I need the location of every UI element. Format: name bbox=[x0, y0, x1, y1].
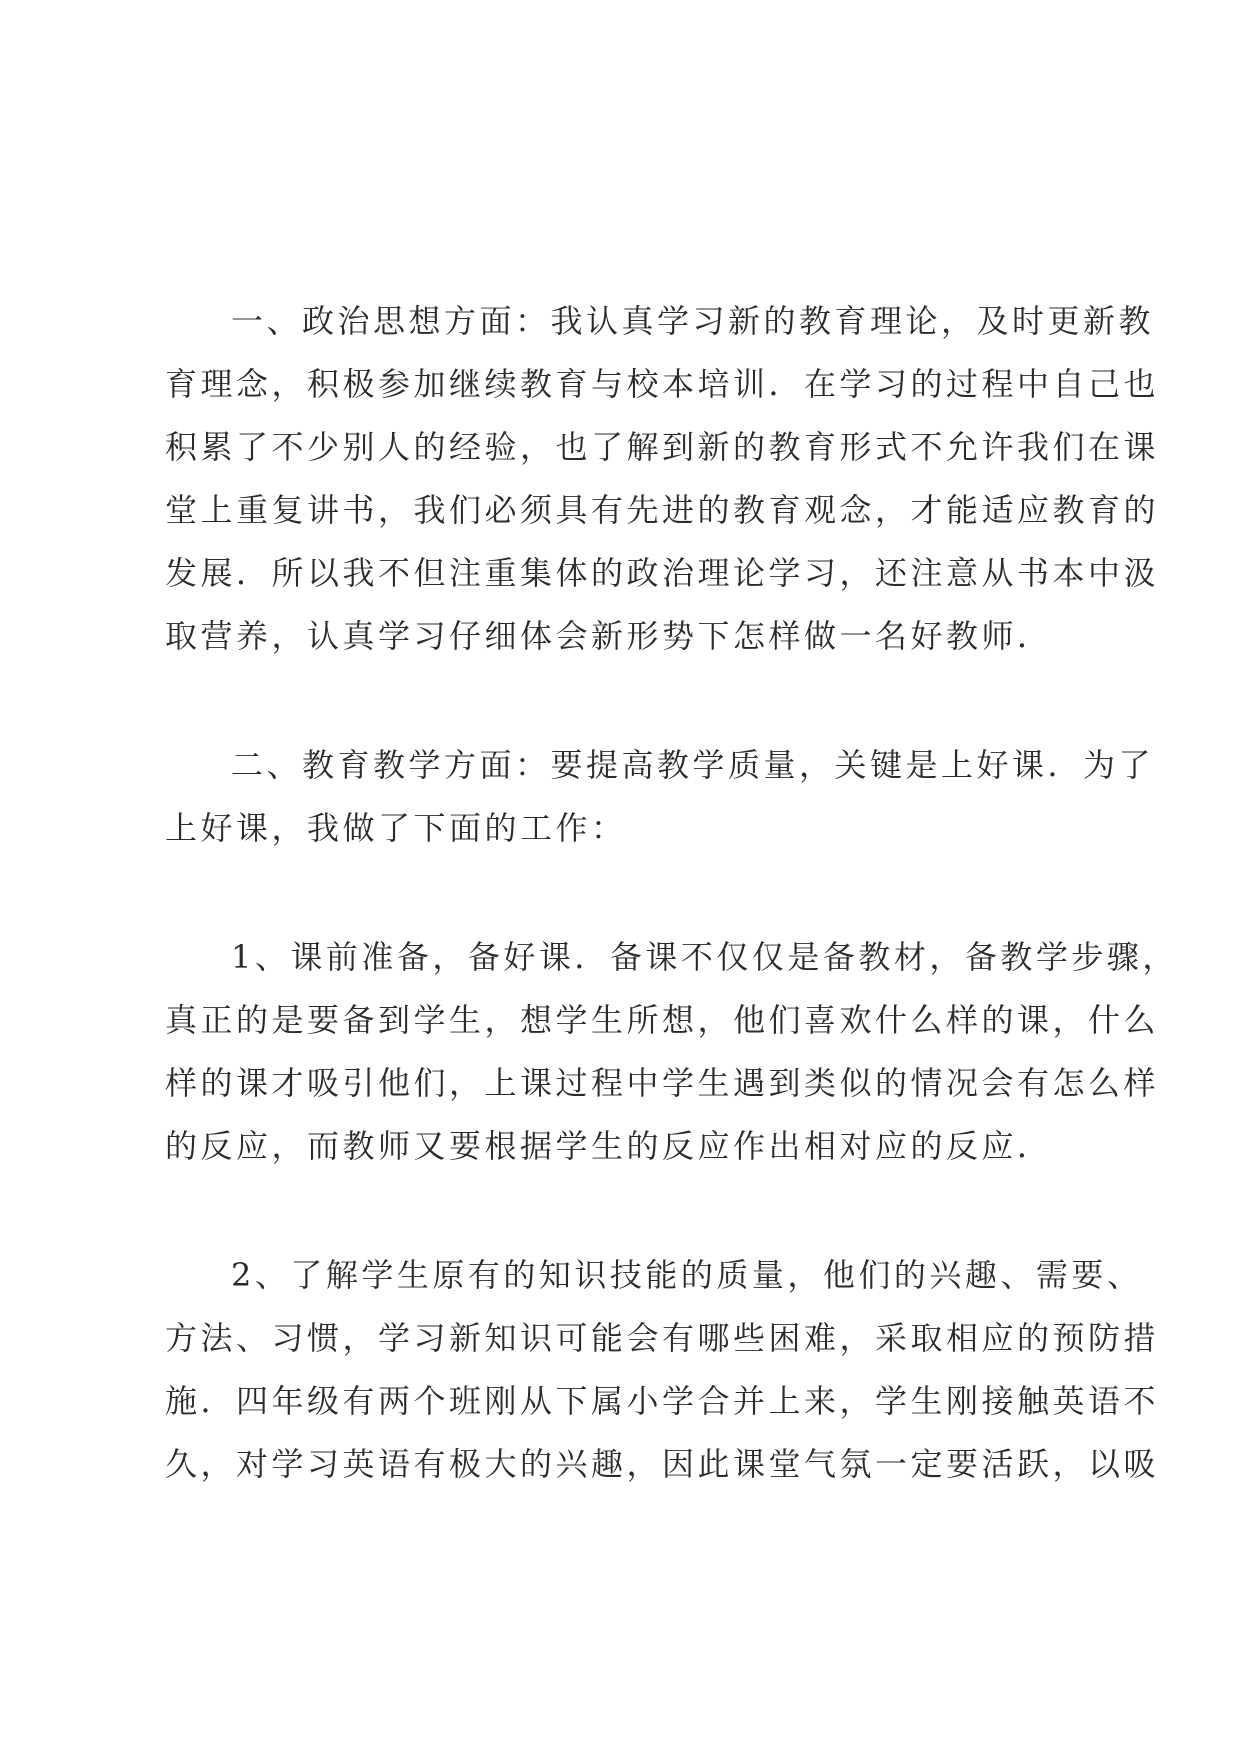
paragraph-line: 方法、习惯，学习新知识可能会有哪些困难，采取相应的预防措 bbox=[165, 1319, 1160, 1357]
paragraph-teaching bbox=[165, 734, 1155, 860]
paragraph-line: 2、了解学生原有的知识技能的质量，他们的兴趣、需要、 bbox=[231, 1256, 1143, 1294]
paragraph-political-thought bbox=[165, 290, 1160, 668]
paragraph-spacer bbox=[165, 1178, 1095, 1244]
paragraph-line: 久，对学习英语有极大的兴趣，因此课堂气氛一定要活跃，以吸 bbox=[165, 1445, 1160, 1483]
paragraph-line: 施．四年级有两个班刚从下属小学合并上来，学生刚接触英语不 bbox=[165, 1382, 1160, 1420]
paragraph-line: 取营养，认真学习仔细体会新形势下怎样做一名好教师． bbox=[165, 617, 1053, 655]
document-body bbox=[165, 290, 1178, 1496]
paragraph-line: 的反应，而教师又要根据学生的反应作出相对应的反应． bbox=[165, 1127, 1053, 1165]
paragraph-spacer bbox=[165, 860, 1095, 926]
paragraph-line: 二、教育教学方面：要提高教学质量，关键是上好课．为了 bbox=[231, 746, 1155, 784]
paragraph-line: 一、政治思想方面：我认真学习新的教育理论，及时更新教 bbox=[231, 302, 1155, 340]
paragraph-line: 真正的是要备到学生，想学生所想，他们喜欢什么样的课，什么 bbox=[165, 1001, 1160, 1039]
paragraph-line: 堂上重复讲书，我们必须具有先进的教育观念，才能适应教育的 bbox=[165, 491, 1160, 529]
paragraph-spacer bbox=[165, 668, 1095, 734]
paragraph-lesson-prep bbox=[165, 926, 1178, 1178]
paragraph-line: 上好课，我做了下面的工作： bbox=[165, 809, 627, 847]
paragraph-know-students bbox=[165, 1244, 1160, 1496]
paragraph-line: 样的课才吸引他们，上课过程中学生遇到类似的情况会有怎么样 bbox=[165, 1064, 1160, 1102]
paragraph-line: 积累了不少别人的经验，也了解到新的教育形式不允许我们在课 bbox=[165, 428, 1160, 466]
paragraph-line: 育理念，积极参加继续教育与校本培训．在学习的过程中自己也 bbox=[165, 365, 1160, 403]
paragraph-line: 发展．所以我不但注重集体的政治理论学习，还注意从书本中汲 bbox=[165, 554, 1160, 592]
paragraph-line: 1、课前准备，备好课．备课不仅仅是备教材，备教学步骤， bbox=[231, 938, 1178, 976]
